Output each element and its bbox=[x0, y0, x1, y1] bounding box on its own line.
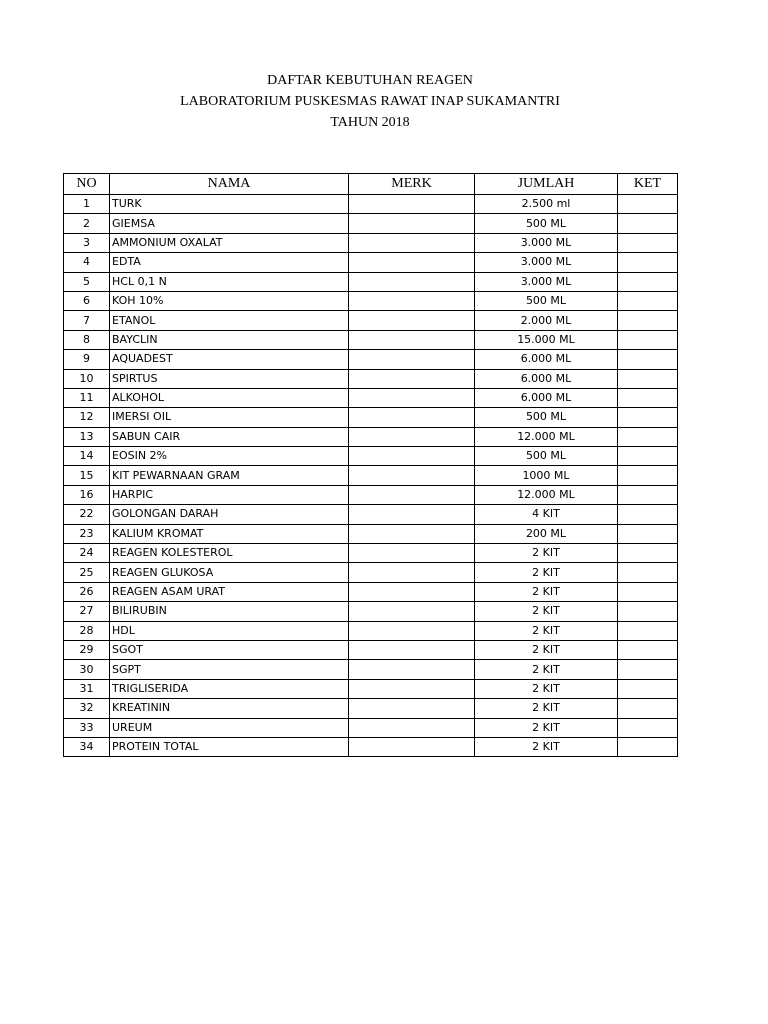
cell-ket bbox=[618, 505, 678, 524]
cell-merk bbox=[349, 679, 475, 698]
cell-jumlah: 500 ML bbox=[475, 214, 618, 233]
cell-jumlah: 2 KIT bbox=[475, 660, 618, 679]
cell-ket bbox=[618, 233, 678, 252]
cell-no: 15 bbox=[64, 466, 110, 485]
cell-merk bbox=[349, 544, 475, 563]
table-row bbox=[64, 737, 678, 756]
cell-jumlah: 2 KIT bbox=[475, 544, 618, 563]
cell-nama: ALKOHOL bbox=[110, 388, 349, 407]
cell-merk bbox=[349, 350, 475, 369]
cell-nama: GOLONGAN DARAH bbox=[110, 505, 349, 524]
cell-ket bbox=[618, 427, 678, 446]
cell-no: 26 bbox=[64, 582, 110, 601]
table-row bbox=[64, 563, 678, 582]
cell-no: 14 bbox=[64, 447, 110, 466]
table-row bbox=[64, 388, 678, 407]
table-row bbox=[64, 524, 678, 543]
cell-ket bbox=[618, 214, 678, 233]
cell-no: 23 bbox=[64, 524, 110, 543]
cell-nama: HDL bbox=[110, 621, 349, 640]
cell-jumlah: 500 ML bbox=[475, 408, 618, 427]
cell-jumlah: 12.000 ML bbox=[475, 485, 618, 504]
cell-nama: EOSIN 2% bbox=[110, 447, 349, 466]
cell-ket bbox=[618, 582, 678, 601]
cell-jumlah: 2 KIT bbox=[475, 602, 618, 621]
cell-ket bbox=[618, 388, 678, 407]
cell-jumlah: 2.500 ml bbox=[475, 195, 618, 214]
cell-ket bbox=[618, 602, 678, 621]
cell-nama: BILIRUBIN bbox=[110, 602, 349, 621]
cell-nama: REAGEN ASAM URAT bbox=[110, 582, 349, 601]
cell-no: 3 bbox=[64, 233, 110, 252]
cell-merk bbox=[349, 427, 475, 446]
table-row bbox=[64, 427, 678, 446]
cell-jumlah: 2 KIT bbox=[475, 679, 618, 698]
cell-no: 11 bbox=[64, 388, 110, 407]
table-row bbox=[64, 330, 678, 349]
cell-merk bbox=[349, 388, 475, 407]
cell-merk bbox=[349, 699, 475, 718]
cell-jumlah: 2 KIT bbox=[475, 582, 618, 601]
cell-no: 24 bbox=[64, 544, 110, 563]
cell-ket bbox=[618, 350, 678, 369]
cell-ket bbox=[618, 621, 678, 640]
cell-merk bbox=[349, 311, 475, 330]
table-row bbox=[64, 679, 678, 698]
cell-merk bbox=[349, 485, 475, 504]
cell-merk bbox=[349, 408, 475, 427]
table-header-row bbox=[64, 174, 678, 195]
cell-jumlah: 15.000 ML bbox=[475, 330, 618, 349]
cell-jumlah: 3.000 ML bbox=[475, 272, 618, 291]
cell-ket bbox=[618, 466, 678, 485]
cell-nama: EDTA bbox=[110, 253, 349, 272]
cell-jumlah: 200 ML bbox=[475, 524, 618, 543]
title-line-3: TAHUN 2018 bbox=[330, 115, 410, 130]
cell-merk bbox=[349, 233, 475, 252]
table-row bbox=[64, 640, 678, 659]
cell-ket bbox=[618, 369, 678, 388]
cell-nama: AMMONIUM OXALAT bbox=[110, 233, 349, 252]
table-row bbox=[64, 272, 678, 291]
document-title bbox=[0, 70, 740, 133]
table-row bbox=[64, 718, 678, 737]
cell-merk bbox=[349, 640, 475, 659]
table-row bbox=[64, 466, 678, 485]
cell-merk bbox=[349, 466, 475, 485]
cell-jumlah: 2.000 ML bbox=[475, 311, 618, 330]
cell-ket bbox=[618, 563, 678, 582]
cell-no: 27 bbox=[64, 602, 110, 621]
cell-ket bbox=[618, 195, 678, 214]
table-row bbox=[64, 505, 678, 524]
cell-merk bbox=[349, 737, 475, 756]
cell-ket bbox=[618, 640, 678, 659]
cell-jumlah: 2 KIT bbox=[475, 640, 618, 659]
cell-no: 10 bbox=[64, 369, 110, 388]
cell-jumlah: 6.000 ML bbox=[475, 369, 618, 388]
cell-jumlah: 4 KIT bbox=[475, 505, 618, 524]
reagent-table bbox=[63, 173, 678, 757]
cell-nama: BAYCLIN bbox=[110, 330, 349, 349]
table-row bbox=[64, 195, 678, 214]
cell-jumlah: 1000 ML bbox=[475, 466, 618, 485]
cell-merk bbox=[349, 563, 475, 582]
cell-merk bbox=[349, 582, 475, 601]
cell-ket bbox=[618, 718, 678, 737]
cell-no: 4 bbox=[64, 253, 110, 272]
cell-merk bbox=[349, 718, 475, 737]
cell-nama: HCL 0,1 N bbox=[110, 272, 349, 291]
cell-ket bbox=[618, 544, 678, 563]
cell-ket bbox=[618, 485, 678, 504]
cell-nama: SGPT bbox=[110, 660, 349, 679]
table-row bbox=[64, 485, 678, 504]
cell-merk bbox=[349, 369, 475, 388]
cell-nama: PROTEIN TOTAL bbox=[110, 737, 349, 756]
table-row bbox=[64, 253, 678, 272]
cell-no: 22 bbox=[64, 505, 110, 524]
column-header-merk: MERK bbox=[349, 174, 475, 195]
cell-jumlah: 500 ML bbox=[475, 291, 618, 310]
cell-merk bbox=[349, 330, 475, 349]
cell-ket bbox=[618, 737, 678, 756]
cell-no: 13 bbox=[64, 427, 110, 446]
table-row bbox=[64, 408, 678, 427]
table-row bbox=[64, 311, 678, 330]
table-row bbox=[64, 214, 678, 233]
cell-nama: AQUADEST bbox=[110, 350, 349, 369]
cell-nama: KOH 10% bbox=[110, 291, 349, 310]
cell-no: 7 bbox=[64, 311, 110, 330]
cell-no: 5 bbox=[64, 272, 110, 291]
cell-nama: IMERSI OIL bbox=[110, 408, 349, 427]
cell-nama: KIT PEWARNAAN GRAM bbox=[110, 466, 349, 485]
cell-ket bbox=[618, 447, 678, 466]
cell-no: 32 bbox=[64, 699, 110, 718]
cell-merk bbox=[349, 505, 475, 524]
title-line-1: DAFTAR KEBUTUHAN REAGEN bbox=[267, 73, 473, 88]
cell-ket bbox=[618, 330, 678, 349]
cell-ket bbox=[618, 679, 678, 698]
cell-ket bbox=[618, 291, 678, 310]
cell-ket bbox=[618, 311, 678, 330]
table-body bbox=[64, 195, 678, 757]
column-header-jumlah: JUMLAH bbox=[475, 174, 618, 195]
cell-nama: ETANOL bbox=[110, 311, 349, 330]
table-row bbox=[64, 291, 678, 310]
cell-no: 30 bbox=[64, 660, 110, 679]
column-header-ket: KET bbox=[618, 174, 678, 195]
cell-nama: HARPIC bbox=[110, 485, 349, 504]
cell-jumlah: 6.000 ML bbox=[475, 350, 618, 369]
cell-ket bbox=[618, 524, 678, 543]
cell-merk bbox=[349, 214, 475, 233]
table-row bbox=[64, 660, 678, 679]
cell-nama: TRIGLISERIDA bbox=[110, 679, 349, 698]
cell-jumlah: 2 KIT bbox=[475, 699, 618, 718]
cell-no: 31 bbox=[64, 679, 110, 698]
cell-merk bbox=[349, 195, 475, 214]
cell-no: 6 bbox=[64, 291, 110, 310]
cell-ket bbox=[618, 660, 678, 679]
cell-ket bbox=[618, 253, 678, 272]
cell-merk bbox=[349, 524, 475, 543]
table-row bbox=[64, 602, 678, 621]
cell-nama: SABUN CAIR bbox=[110, 427, 349, 446]
column-header-nama: NAMA bbox=[110, 174, 349, 195]
cell-no: 29 bbox=[64, 640, 110, 659]
table-row bbox=[64, 350, 678, 369]
cell-jumlah: 12.000 ML bbox=[475, 427, 618, 446]
cell-ket bbox=[618, 699, 678, 718]
table-row bbox=[64, 544, 678, 563]
cell-jumlah: 3.000 ML bbox=[475, 233, 618, 252]
cell-jumlah: 2 KIT bbox=[475, 563, 618, 582]
table-row bbox=[64, 699, 678, 718]
cell-no: 25 bbox=[64, 563, 110, 582]
cell-jumlah: 500 ML bbox=[475, 447, 618, 466]
table-row bbox=[64, 621, 678, 640]
cell-no: 34 bbox=[64, 737, 110, 756]
cell-merk bbox=[349, 447, 475, 466]
table-row bbox=[64, 447, 678, 466]
cell-nama: KREATININ bbox=[110, 699, 349, 718]
cell-nama: UREUM bbox=[110, 718, 349, 737]
title-line-2: LABORATORIUM PUSKESMAS RAWAT INAP SUKAMANTRI bbox=[180, 94, 560, 109]
cell-jumlah: 6.000 ML bbox=[475, 388, 618, 407]
cell-ket bbox=[618, 272, 678, 291]
cell-nama: REAGEN GLUKOSA bbox=[110, 563, 349, 582]
cell-nama: GIEMSA bbox=[110, 214, 349, 233]
cell-no: 9 bbox=[64, 350, 110, 369]
cell-merk bbox=[349, 602, 475, 621]
cell-merk bbox=[349, 291, 475, 310]
cell-jumlah: 2 KIT bbox=[475, 621, 618, 640]
cell-no: 2 bbox=[64, 214, 110, 233]
cell-no: 12 bbox=[64, 408, 110, 427]
cell-nama: SGOT bbox=[110, 640, 349, 659]
cell-ket bbox=[618, 408, 678, 427]
table-row bbox=[64, 582, 678, 601]
table-row bbox=[64, 369, 678, 388]
cell-no: 16 bbox=[64, 485, 110, 504]
cell-nama: REAGEN KOLESTEROL bbox=[110, 544, 349, 563]
cell-no: 33 bbox=[64, 718, 110, 737]
cell-jumlah: 2 KIT bbox=[475, 718, 618, 737]
cell-nama: TURK bbox=[110, 195, 349, 214]
cell-nama: KALIUM KROMAT bbox=[110, 524, 349, 543]
cell-jumlah: 3.000 ML bbox=[475, 253, 618, 272]
cell-no: 1 bbox=[64, 195, 110, 214]
cell-merk bbox=[349, 621, 475, 640]
cell-nama: SPIRTUS bbox=[110, 369, 349, 388]
cell-no: 28 bbox=[64, 621, 110, 640]
cell-merk bbox=[349, 253, 475, 272]
cell-merk bbox=[349, 272, 475, 291]
cell-no: 8 bbox=[64, 330, 110, 349]
table-row bbox=[64, 233, 678, 252]
cell-jumlah: 2 KIT bbox=[475, 737, 618, 756]
column-header-no: NO bbox=[64, 174, 110, 195]
cell-merk bbox=[349, 660, 475, 679]
